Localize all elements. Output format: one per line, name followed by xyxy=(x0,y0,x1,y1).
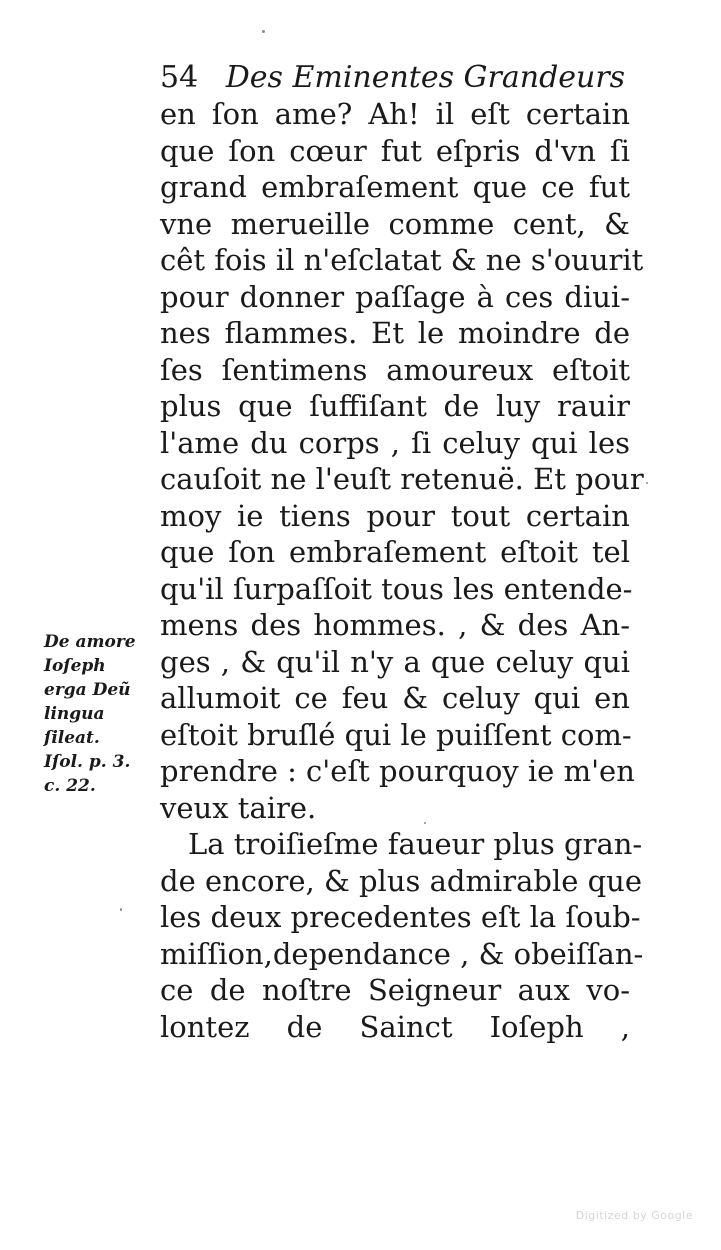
text-line: cêt fois il n'eſclatat & ne s'ouurit xyxy=(160,243,644,277)
paragraph-end-line: veux taire. xyxy=(160,790,317,825)
text-line: en ſon ame? Ah! il eſt certain xyxy=(160,97,630,131)
paragraph-start-line: La troiſieſme faueur plus gran- xyxy=(188,827,643,861)
text-line: de encore, & plus admirable que xyxy=(160,863,642,898)
text-line: l'ame du corps , ſi celuy qui les xyxy=(160,425,630,460)
text-line: nes flammes. Et le moindre de xyxy=(160,316,630,350)
running-head xyxy=(160,60,630,96)
text-line: allumoit ce feu & celuy qui en xyxy=(160,681,630,715)
body-text xyxy=(160,96,644,1045)
text-line: mens des hommes. , & des An- xyxy=(160,608,630,642)
text-line: vne merueille comme cent, & xyxy=(160,206,630,241)
text-line: ſes ſentimens amoureux eſtoit xyxy=(160,352,630,387)
margin-note-line: De amore xyxy=(44,632,136,652)
digitizer-watermark: Digitized by Google xyxy=(575,1209,693,1222)
text-line: ges , & qu'il n'y a que celuy qui xyxy=(160,644,630,679)
text-line: eſtoit bruſlé qui le puiſſent com- xyxy=(160,717,632,752)
text-line: que ſon embraſement eſtoit tel xyxy=(160,535,630,569)
text-line: prendre : c'eſt pourquoy ie m'en xyxy=(160,754,635,788)
margin-note-line: c. 22. xyxy=(44,776,96,796)
margin-note-line: lingua xyxy=(44,704,105,724)
text-line: plus que ſuffiſant de luy rauir xyxy=(160,389,630,423)
text-line: les deux precedentes eſt la ſoub- xyxy=(160,900,641,934)
text-line: pour donner paſſage à ces diui- xyxy=(160,279,630,314)
page-number: 54 xyxy=(160,60,199,95)
text-line: cauſoit ne l'euſt retenuë. Et pour xyxy=(160,462,644,496)
text-line: miſſion,dependance , & obeiſſan- xyxy=(160,936,644,971)
margin-note-line: Ioſeph xyxy=(44,656,106,676)
text-line: que ſon cœur fut eſpris d'vn ſi xyxy=(160,133,630,168)
margin-note xyxy=(44,630,162,798)
paper-speck xyxy=(262,30,265,33)
margin-note-line: Iſol. p. 3. xyxy=(44,752,131,772)
text-line: lontez de Sainct Ioſeph , xyxy=(160,1009,630,1044)
margin-note-line: erga Deũ xyxy=(44,680,131,700)
text-line: moy ie tiens pour tout certain xyxy=(160,498,630,533)
running-title: Des Eminentes Grandeurs xyxy=(225,60,626,95)
paper-speck xyxy=(424,822,426,824)
margin-note-line: ſileat. xyxy=(44,728,100,748)
paper-speck xyxy=(646,482,648,484)
text-line: grand embraſement que ce fut xyxy=(160,170,630,204)
paper-speck xyxy=(120,908,122,911)
text-line: ce de noſtre Seigneur aux vo- xyxy=(160,973,630,1007)
text-line: qu'il ſurpaſſoit tous les entende- xyxy=(160,571,633,606)
